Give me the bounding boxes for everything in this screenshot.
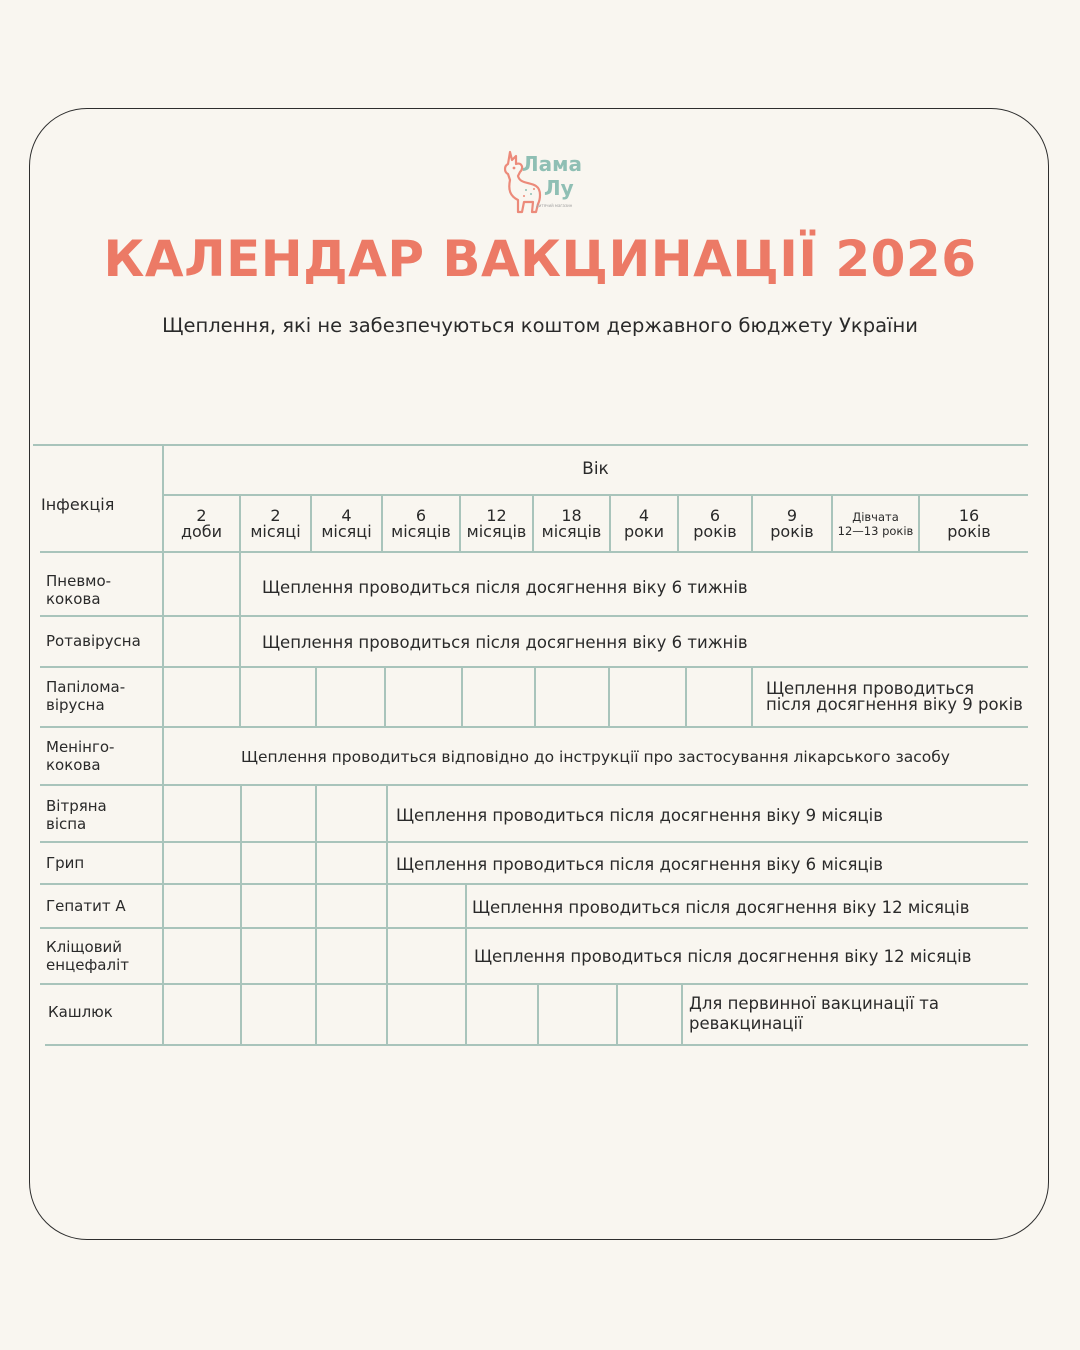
row-label-rotavirus: Ротавірусна bbox=[46, 632, 141, 650]
age-col: 4 роки bbox=[623, 506, 664, 541]
age-col: 2 доби bbox=[180, 506, 223, 541]
row-label-meningococcal: Менінго- кокова bbox=[46, 738, 115, 774]
age-col: 6 місяців bbox=[391, 506, 451, 541]
logo-word-2: Лу bbox=[544, 176, 574, 200]
logo-word-1: Лама bbox=[522, 152, 582, 176]
row-note-pertussis: Для первинної вакцинації та ревакцинації bbox=[689, 994, 939, 1033]
age-col: 4 місяці bbox=[321, 506, 372, 541]
logo-tagline: дитячий магазин bbox=[536, 203, 573, 208]
age-col: 9 років bbox=[770, 506, 814, 541]
row-label-hepatitis-a: Гепатит А bbox=[46, 897, 126, 915]
row-label-chickenpox: Вітряна віспа bbox=[46, 797, 107, 833]
row-label-pertussis: Кашлюк bbox=[48, 1003, 113, 1021]
row-note-rotavirus: Щеплення проводиться після досягнення віку 6 тижнів bbox=[262, 633, 748, 652]
age-header: Вік bbox=[582, 459, 609, 479]
row-note-tick-borne-encephalitis: Щеплення проводиться після досягнення віку 12 місяців bbox=[474, 947, 972, 966]
infection-header: Інфекція bbox=[41, 495, 115, 514]
row-note-chickenpox: Щеплення проводиться після досягнення віку 9 місяців bbox=[396, 806, 883, 825]
row-note-hpv: Щеплення проводиться після досягнення віку 9 років bbox=[766, 679, 1023, 714]
age-col: 18 місяців bbox=[541, 506, 602, 541]
row-label-pneumococcal: Пневмо- кокова bbox=[46, 572, 112, 608]
row-label-flu: Грип bbox=[46, 854, 85, 872]
row-note-meningococcal: Щеплення проводиться відповідно до інструкції про застосування лікарського засобу bbox=[241, 748, 950, 766]
page-title: КАЛЕНДАР ВАКЦИНАЦІЇ 2026 bbox=[103, 230, 977, 288]
row-note-pneumococcal: Щеплення проводиться після досягнення віку 6 тижнів bbox=[262, 578, 748, 597]
age-col: 2 місяці bbox=[250, 506, 301, 541]
row-note-flu: Щеплення проводиться після досягнення віку 6 місяців bbox=[396, 855, 883, 874]
row-label-hpv: Папілома- вірусна bbox=[46, 678, 126, 714]
age-col: Дівчата 12—13 років bbox=[837, 510, 914, 538]
age-col: 6 років bbox=[693, 506, 737, 541]
lama-lu-logo bbox=[496, 148, 586, 214]
row-note-hepatitis-a: Щеплення проводиться після досягнення віку 12 місяців bbox=[472, 898, 970, 917]
age-col: 16 років bbox=[947, 506, 991, 541]
page-subtitle: Щеплення, які не забезпечуються коштом державного бюджету України bbox=[162, 314, 918, 337]
row-label-tick-borne-encephalitis: Кліщовий енцефаліт bbox=[46, 938, 129, 974]
age-col: 12 місяців bbox=[466, 506, 527, 541]
